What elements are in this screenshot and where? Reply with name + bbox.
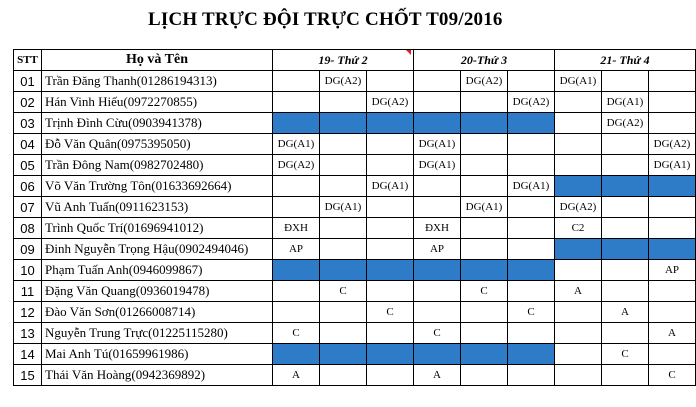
duty-cell [461, 323, 508, 344]
duty-cell: C [320, 281, 367, 302]
duty-cell: DG(A1) [508, 176, 555, 197]
duty-cell [555, 113, 602, 134]
duty-cell [649, 218, 696, 239]
table-row [14, 113, 696, 134]
duty-cell [508, 197, 555, 218]
duty-cell [461, 218, 508, 239]
table-row [14, 218, 696, 239]
row-stt: 06 [14, 176, 42, 197]
duty-cell [367, 281, 414, 302]
duty-cell [273, 92, 320, 113]
duty-cell: C [273, 323, 320, 344]
duty-cell: DG(A1) [555, 71, 602, 92]
row-stt: 05 [14, 155, 42, 176]
duty-cell [414, 113, 461, 134]
duty-cell: ĐXH [414, 218, 461, 239]
row-name: Mai Anh Tú(01659961986) [42, 344, 273, 365]
duty-cell [508, 365, 555, 386]
duty-cell: DG(A2) [555, 197, 602, 218]
duty-cell [508, 218, 555, 239]
duty-cell: C [649, 365, 696, 386]
duty-cell: DG(A1) [602, 92, 649, 113]
duty-cell [414, 281, 461, 302]
duty-cell [461, 92, 508, 113]
duty-cell [555, 92, 602, 113]
duty-cell [508, 71, 555, 92]
duty-cell [508, 260, 555, 281]
duty-cell [367, 260, 414, 281]
duty-cell: C2 [555, 218, 602, 239]
table-row [14, 239, 696, 260]
duty-cell [414, 71, 461, 92]
duty-cell [320, 344, 367, 365]
row-stt: 12 [14, 302, 42, 323]
duty-cell [508, 239, 555, 260]
duty-cell [508, 134, 555, 155]
duty-cell: DG(A2) [320, 71, 367, 92]
duty-cell: AP [649, 260, 696, 281]
table-row [14, 134, 696, 155]
row-name: Phạm Tuấn Anh(0946099867) [42, 260, 273, 281]
row-stt: 07 [14, 197, 42, 218]
duty-cell [461, 155, 508, 176]
duty-cell [649, 344, 696, 365]
duty-cell [602, 155, 649, 176]
duty-cell [320, 92, 367, 113]
duty-cell [367, 155, 414, 176]
duty-cell [367, 323, 414, 344]
duty-cell: DG(A2) [367, 92, 414, 113]
duty-cell [508, 155, 555, 176]
duty-cell: DG(A2) [461, 71, 508, 92]
row-stt: 11 [14, 281, 42, 302]
duty-cell: DG(A1) [414, 155, 461, 176]
duty-cell [555, 176, 602, 197]
row-name: Đặng Văn Quang(0936019478) [42, 281, 273, 302]
duty-cell [555, 260, 602, 281]
comment-marker [406, 50, 411, 55]
duty-cell: C [602, 344, 649, 365]
duty-cell [320, 218, 367, 239]
duty-cell: DG(A2) [273, 155, 320, 176]
duty-cell [461, 365, 508, 386]
duty-cell [602, 71, 649, 92]
duty-cell [555, 344, 602, 365]
row-name: Trình Quốc Trí(01696941012) [42, 218, 273, 239]
duty-cell [367, 344, 414, 365]
table-row [14, 92, 696, 113]
duty-cell [320, 302, 367, 323]
duty-cell [320, 134, 367, 155]
table-row [14, 365, 696, 386]
duty-cell [367, 71, 414, 92]
row-stt: 02 [14, 92, 42, 113]
duty-cell: C [414, 323, 461, 344]
row-name: Đào Văn Sơn(01266008714) [42, 302, 273, 323]
duty-cell [602, 365, 649, 386]
table-row [14, 281, 696, 302]
duty-cell: DG(A1) [461, 197, 508, 218]
table-row [14, 323, 696, 344]
duty-cell [367, 365, 414, 386]
duty-cell [555, 155, 602, 176]
duty-cell [555, 302, 602, 323]
duty-cell: DG(A1) [273, 134, 320, 155]
row-stt: 08 [14, 218, 42, 239]
duty-cell: A [555, 281, 602, 302]
row-name: Đỗ Văn Quân(0975395050) [42, 134, 273, 155]
table-row [14, 71, 696, 92]
row-name: Võ Văn Trường Tôn(01633692664) [42, 176, 273, 197]
duty-cell [367, 113, 414, 134]
duty-cell: DG(A2) [602, 113, 649, 134]
duty-cell: AP [273, 239, 320, 260]
duty-cell [461, 344, 508, 365]
duty-cell: DG(A1) [320, 197, 367, 218]
row-stt: 14 [14, 344, 42, 365]
duty-cell [461, 260, 508, 281]
duty-cell: DG(A2) [508, 92, 555, 113]
duty-cell [461, 113, 508, 134]
row-name: Trần Đông Nam(0982702480) [42, 155, 273, 176]
duty-cell: ĐXH [273, 218, 320, 239]
duty-cell: A [273, 365, 320, 386]
name-header: Họ và Tên [42, 50, 273, 71]
duty-cell [273, 176, 320, 197]
duty-cell [320, 176, 367, 197]
duty-cell [414, 197, 461, 218]
table-row [14, 197, 696, 218]
row-name: Trần Đăng Thanh(01286194313) [42, 71, 273, 92]
table-row [14, 155, 696, 176]
duty-cell [273, 281, 320, 302]
row-stt: 13 [14, 323, 42, 344]
table-row [14, 176, 696, 197]
day-header-21: 21- Thứ 4 [555, 50, 696, 71]
table-row [14, 302, 696, 323]
duty-cell [320, 365, 367, 386]
duty-cell [555, 134, 602, 155]
row-stt: 01 [14, 71, 42, 92]
duty-cell [461, 239, 508, 260]
duty-cell [649, 239, 696, 260]
duty-cell [555, 239, 602, 260]
page-title: LỊCH TRỰC ĐỘI TRỰC CHỐT T09/2016 [148, 9, 503, 30]
duty-cell [649, 71, 696, 92]
duty-cell: C [367, 302, 414, 323]
duty-cell [555, 365, 602, 386]
duty-cell [649, 176, 696, 197]
duty-cell [273, 113, 320, 134]
duty-cell [320, 155, 367, 176]
duty-cell: A [649, 323, 696, 344]
duty-cell [508, 323, 555, 344]
duty-cell: DG(A1) [649, 155, 696, 176]
row-stt: 15 [14, 365, 42, 386]
duty-cell [367, 134, 414, 155]
row-stt: 10 [14, 260, 42, 281]
row-name: Thái Văn Hoàng(0942369892) [42, 365, 273, 386]
duty-cell [414, 302, 461, 323]
duty-cell [602, 197, 649, 218]
row-stt: 03 [14, 113, 42, 134]
table-row [14, 344, 696, 365]
duty-cell [602, 260, 649, 281]
duty-cell [320, 323, 367, 344]
duty-cell [508, 281, 555, 302]
duty-cell: DG(A1) [414, 134, 461, 155]
duty-cell [414, 344, 461, 365]
duty-cell [602, 239, 649, 260]
stt-header: STT [14, 50, 42, 71]
duty-cell [367, 197, 414, 218]
duty-cell: DG(A2) [649, 134, 696, 155]
duty-cell [602, 323, 649, 344]
duty-cell: A [414, 365, 461, 386]
duty-cell: C [508, 302, 555, 323]
duty-cell [649, 302, 696, 323]
duty-cell [602, 218, 649, 239]
schedule-body [14, 71, 696, 386]
duty-cell [649, 197, 696, 218]
duty-cell: C [461, 281, 508, 302]
duty-cell [273, 260, 320, 281]
duty-cell [320, 239, 367, 260]
duty-cell: AP [414, 239, 461, 260]
row-stt: 04 [14, 134, 42, 155]
day-header-20: 20-Thứ 3 [414, 50, 555, 71]
duty-cell: A [602, 302, 649, 323]
duty-cell: DG(A1) [367, 176, 414, 197]
duty-cell [649, 281, 696, 302]
duty-cell [320, 260, 367, 281]
duty-cell [461, 134, 508, 155]
table-row [14, 260, 696, 281]
duty-cell [508, 113, 555, 134]
row-name: Vũ Anh Tuấn(0911623153) [42, 197, 273, 218]
duty-cell [649, 92, 696, 113]
row-name: Hán Vinh Hiếu(0972270855) [42, 92, 273, 113]
duty-cell [461, 176, 508, 197]
duty-cell [320, 113, 367, 134]
duty-cell [273, 302, 320, 323]
duty-cell [602, 281, 649, 302]
duty-cell [367, 218, 414, 239]
row-stt: 09 [14, 239, 42, 260]
row-name: Trịnh Đình Cừu(0903941378) [42, 113, 273, 134]
duty-cell [555, 323, 602, 344]
header-row [14, 50, 696, 71]
duty-cell [414, 260, 461, 281]
duty-cell [273, 344, 320, 365]
duty-cell [273, 71, 320, 92]
duty-cell [602, 134, 649, 155]
duty-cell [367, 239, 414, 260]
duty-cell [649, 113, 696, 134]
duty-cell [414, 176, 461, 197]
day-header-19: 19- Thứ 2 [273, 50, 414, 71]
duty-schedule-table [13, 49, 696, 386]
duty-cell [414, 92, 461, 113]
row-name: Nguyễn Trung Trực(01225115280) [42, 323, 273, 344]
duty-cell [602, 176, 649, 197]
duty-cell [508, 344, 555, 365]
duty-cell [461, 302, 508, 323]
row-name: Đinh Nguyễn Trọng Hậu(0902494046) [42, 239, 273, 260]
duty-cell [273, 197, 320, 218]
